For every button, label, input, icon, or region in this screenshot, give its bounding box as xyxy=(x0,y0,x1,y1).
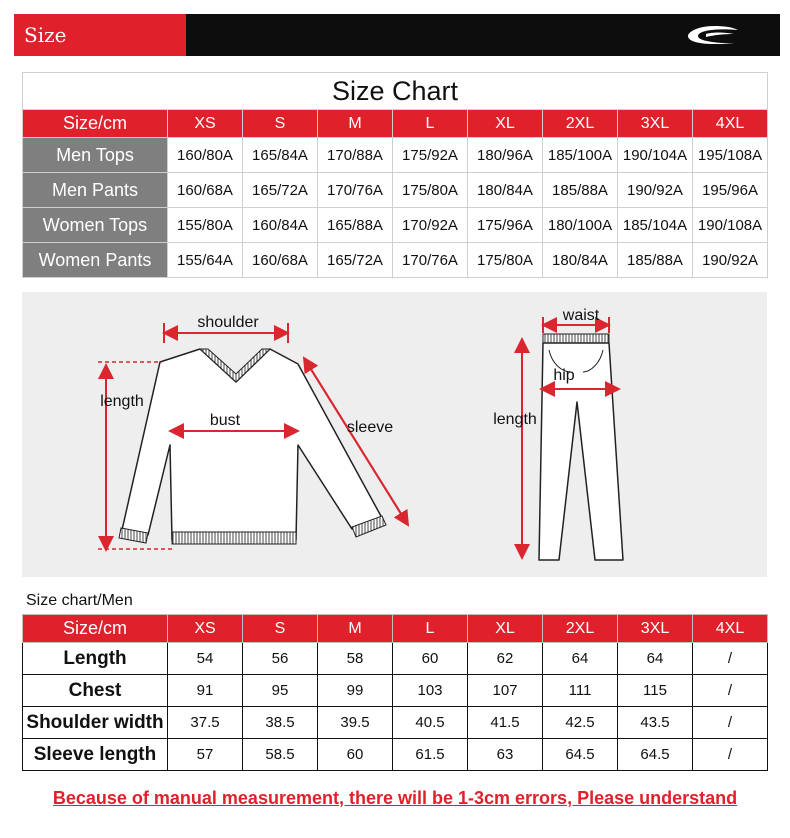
table-row xyxy=(23,675,768,707)
size-col-header: 2XL xyxy=(543,110,618,138)
measurement-illustration xyxy=(22,292,767,577)
size-col-header: XL xyxy=(468,110,543,138)
table-row xyxy=(23,643,768,675)
table-cell: 190/108A xyxy=(693,208,768,243)
table-cell: 38.5 xyxy=(243,707,318,739)
table-cell: 185/88A xyxy=(618,243,693,278)
table-cell: 175/92A xyxy=(393,138,468,173)
table-cell: 170/76A xyxy=(318,173,393,208)
row-label: Length xyxy=(23,643,168,675)
section-title: Size Description xyxy=(14,14,186,56)
table-cell: 99 xyxy=(318,675,393,707)
size-col-header: L xyxy=(393,615,468,643)
size-col-header: M xyxy=(318,110,393,138)
table-cell: 91 xyxy=(168,675,243,707)
table-cell: 64 xyxy=(618,643,693,675)
table-cell: 175/80A xyxy=(393,173,468,208)
table-cell: / xyxy=(693,675,768,707)
table-cell: 58 xyxy=(318,643,393,675)
table-row xyxy=(23,243,768,278)
table-cell: 180/100A xyxy=(543,208,618,243)
table-cell: 170/76A xyxy=(393,243,468,278)
table-cell: 95 xyxy=(243,675,318,707)
pants-length-label: length xyxy=(493,411,537,428)
table-row xyxy=(23,707,768,739)
table-cell: 64.5 xyxy=(543,739,618,771)
table-cell: 57 xyxy=(168,739,243,771)
shoulder-label: shoulder xyxy=(197,314,259,331)
table-cell: 180/84A xyxy=(468,173,543,208)
table-row xyxy=(23,208,768,243)
hip-label: hip xyxy=(553,367,575,384)
brand-logo-icon xyxy=(684,24,740,46)
table-cell: 195/96A xyxy=(693,173,768,208)
table-cell: 180/96A xyxy=(468,138,543,173)
row-label: Sleeve length xyxy=(23,739,168,771)
table-cell: 39.5 xyxy=(318,707,393,739)
table-cell: 107 xyxy=(468,675,543,707)
table-cell: 160/68A xyxy=(168,173,243,208)
table-cell: 190/92A xyxy=(693,243,768,278)
row-label: Men Tops xyxy=(23,138,168,173)
table-cell: 165/84A xyxy=(243,138,318,173)
size-col-header: 4XL xyxy=(693,110,768,138)
table-cell: 54 xyxy=(168,643,243,675)
table-cell: 165/72A xyxy=(243,173,318,208)
men-table-corner: Size/cm xyxy=(23,615,168,643)
header-banner xyxy=(14,14,780,89)
men-size-table xyxy=(22,614,768,771)
row-label: Women Tops xyxy=(23,208,168,243)
size-chart-title: Size Chart xyxy=(23,73,768,110)
size-col-header: M xyxy=(318,615,393,643)
table-cell: 37.5 xyxy=(168,707,243,739)
table-cell: 185/104A xyxy=(618,208,693,243)
table-cell: / xyxy=(693,739,768,771)
table-cell: 180/84A xyxy=(543,243,618,278)
table-row xyxy=(23,138,768,173)
table-cell: 160/68A xyxy=(243,243,318,278)
table-cell: / xyxy=(693,643,768,675)
table-cell: 58.5 xyxy=(243,739,318,771)
waist-label: waist xyxy=(562,307,600,324)
row-label: Women Pants xyxy=(23,243,168,278)
table-cell: 160/80A xyxy=(168,138,243,173)
table-cell: 61.5 xyxy=(393,739,468,771)
table-cell: 115 xyxy=(618,675,693,707)
men-table-header-row xyxy=(23,615,768,643)
table-cell: 155/80A xyxy=(168,208,243,243)
table-cell: 40.5 xyxy=(393,707,468,739)
table-cell: 64 xyxy=(543,643,618,675)
table-cell: 60 xyxy=(393,643,468,675)
size-col-header: S xyxy=(243,615,318,643)
table-cell: 64.5 xyxy=(618,739,693,771)
sweater-icon xyxy=(119,349,386,544)
table-cell: 175/80A xyxy=(468,243,543,278)
size-col-header: L xyxy=(393,110,468,138)
table-cell: 62 xyxy=(468,643,543,675)
table-cell: / xyxy=(693,707,768,739)
garment-diagram xyxy=(22,292,767,577)
table-cell: 170/92A xyxy=(393,208,468,243)
table-cell: 185/100A xyxy=(543,138,618,173)
size-col-header: XS xyxy=(168,110,243,138)
size-col-header: 2XL xyxy=(543,615,618,643)
size-chart-table xyxy=(22,72,768,278)
table-row xyxy=(23,173,768,208)
row-label: Men Pants xyxy=(23,173,168,208)
table-cell: 41.5 xyxy=(468,707,543,739)
table-cell: 111 xyxy=(543,675,618,707)
size-chart-header-row xyxy=(23,110,768,138)
sleeve-label: sleeve xyxy=(346,419,394,436)
table-cell: 43.5 xyxy=(618,707,693,739)
table-cell: 165/72A xyxy=(318,243,393,278)
men-chart-caption: Size chart/Men xyxy=(26,592,133,609)
table-cell: 60 xyxy=(318,739,393,771)
pants-icon xyxy=(539,334,623,560)
table-cell: 63 xyxy=(468,739,543,771)
table-cell: 103 xyxy=(393,675,468,707)
size-col-header: XL xyxy=(468,615,543,643)
row-label: Chest xyxy=(23,675,168,707)
table-cell: 42.5 xyxy=(543,707,618,739)
table-row xyxy=(23,739,768,771)
size-col-header: XS xyxy=(168,615,243,643)
table-cell: 190/92A xyxy=(618,173,693,208)
row-label: Shoulder width xyxy=(23,707,168,739)
table-cell: 160/84A xyxy=(243,208,318,243)
size-col-header: 3XL xyxy=(618,615,693,643)
bust-label: bust xyxy=(209,412,241,429)
table-cell: 155/64A xyxy=(168,243,243,278)
table-cell: 165/88A xyxy=(318,208,393,243)
size-col-header: S xyxy=(243,110,318,138)
size-chart-corner: Size/cm xyxy=(23,110,168,138)
top-length-label: length xyxy=(100,393,144,410)
table-cell: 175/96A xyxy=(468,208,543,243)
table-cell: 56 xyxy=(243,643,318,675)
table-cell: 190/104A xyxy=(618,138,693,173)
size-col-header: 3XL xyxy=(618,110,693,138)
measurement-notice: Because of manual measurement, there will be 1-3cm errors, Please understand xyxy=(52,788,738,808)
table-cell: 185/88A xyxy=(543,173,618,208)
table-cell: 195/108A xyxy=(693,138,768,173)
size-col-header: 4XL xyxy=(693,615,768,643)
table-cell: 170/88A xyxy=(318,138,393,173)
